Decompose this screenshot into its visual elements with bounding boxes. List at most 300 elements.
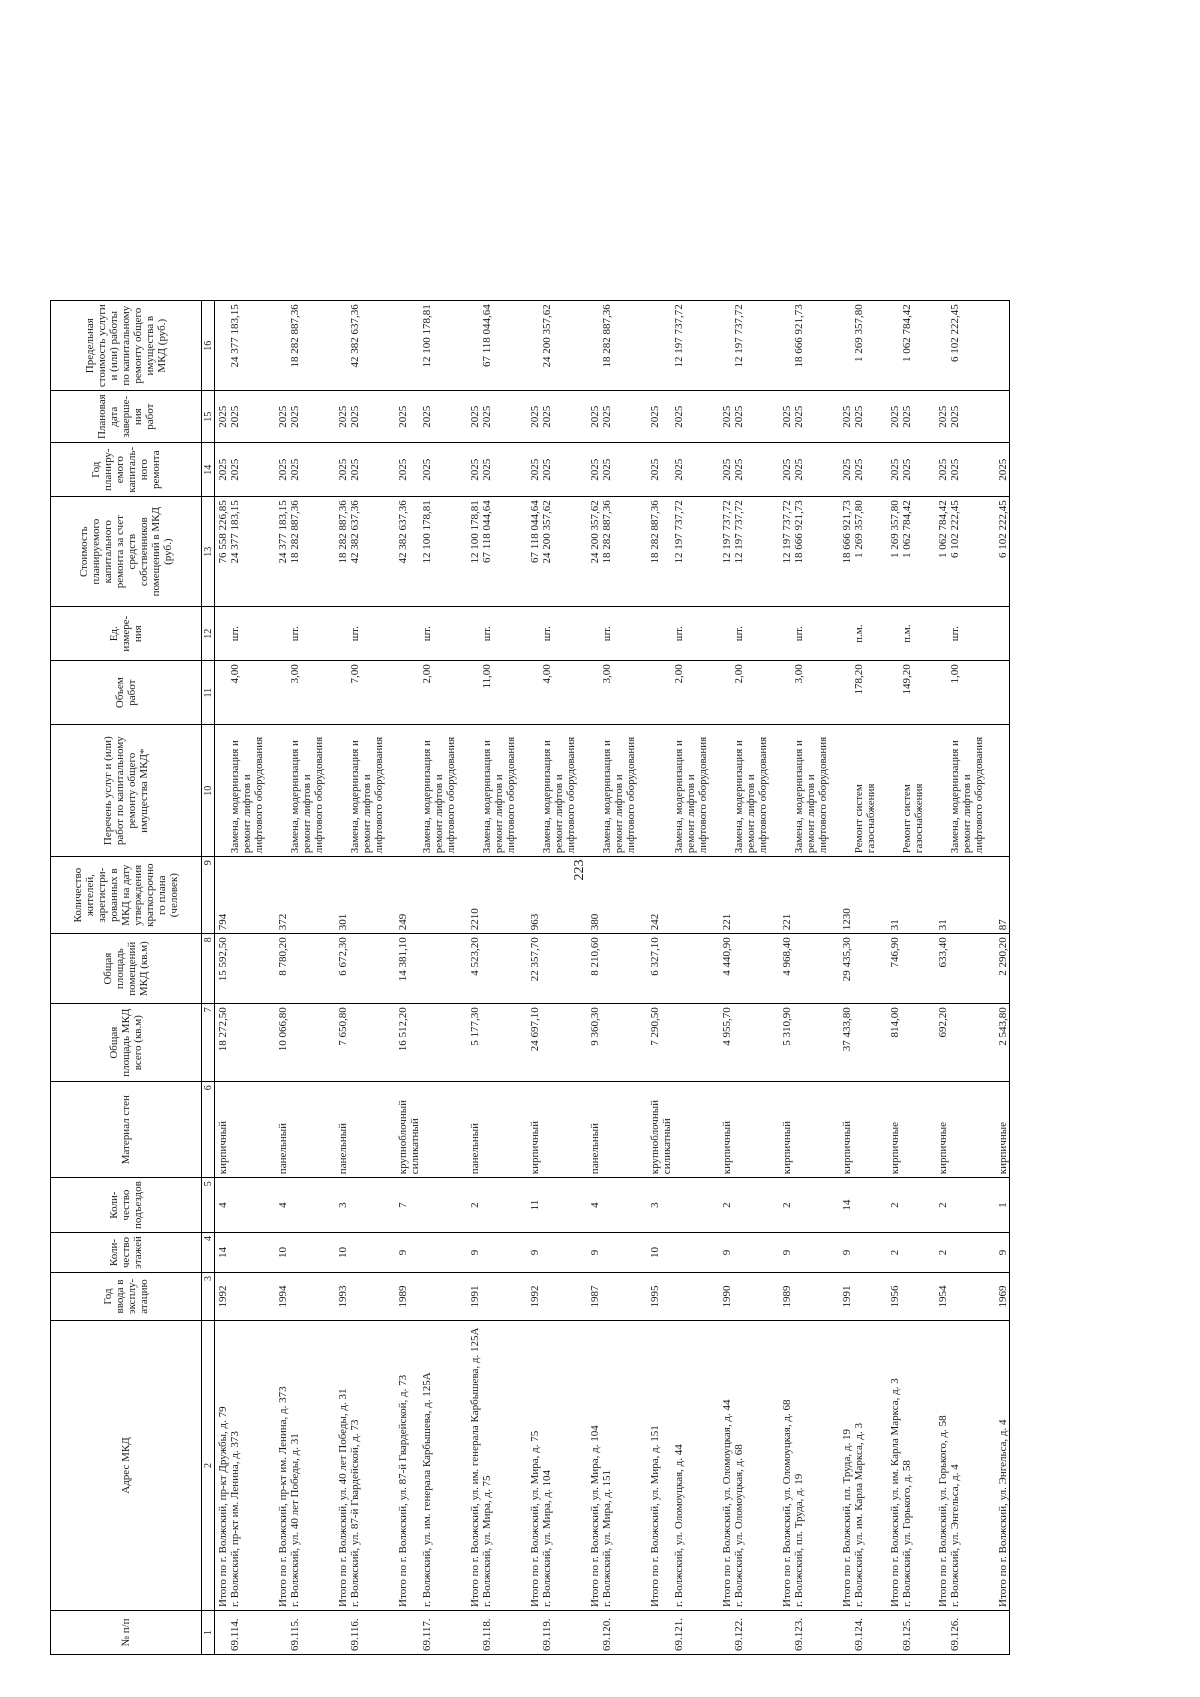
cell-col-8: 746,90	[887, 934, 901, 1004]
cell-col-3: 1995	[647, 1273, 673, 1321]
cell-col-11: 2,00	[673, 661, 719, 725]
cell-col-16: 24 200 357,62	[541, 301, 587, 391]
table-row	[541, 301, 587, 1655]
cell-col-15: 2025	[901, 391, 935, 443]
column-number-9: 9	[202, 857, 215, 934]
cell-col-4: 10	[647, 1233, 673, 1273]
cell-col-16	[719, 301, 733, 391]
cell-col-10	[779, 725, 793, 857]
cell-col-2: Итого по г. Волжский, ул. Мира, д. 151	[647, 1321, 673, 1611]
cell-col-8: 4 523,20	[467, 934, 481, 1004]
cell-col-7	[349, 1004, 395, 1082]
cell-col-4	[793, 1233, 839, 1273]
cell-col-8	[541, 934, 587, 1004]
cell-col-15: 2025	[935, 391, 949, 443]
cell-col-6: панельный	[467, 1082, 481, 1178]
cell-col-7: 7 650,80	[335, 1004, 349, 1082]
cell-col-13: 18 282 887,36	[647, 497, 673, 607]
cell-col-16	[779, 301, 793, 391]
cell-col-1: 69.119.	[541, 1611, 587, 1655]
cell-col-3	[481, 1273, 527, 1321]
cell-col-16	[335, 301, 349, 391]
cell-col-2: Итого по г. Волжский, пр-кт Дружбы, д. 79	[215, 1321, 230, 1611]
column-header-6: Материал стен	[51, 1082, 202, 1178]
cell-col-11	[995, 661, 1010, 725]
cell-col-11	[647, 661, 673, 725]
total-row	[779, 301, 793, 1655]
cell-col-11: 178,20	[853, 661, 887, 725]
cell-col-7	[901, 1004, 935, 1082]
cell-col-15: 2025	[719, 391, 733, 443]
cell-col-9: 31	[887, 857, 901, 934]
cell-col-2: Итого по г. Волжский, ул. 87-й Гвардейской, д. 73	[395, 1321, 421, 1611]
cell-col-15: 2025	[527, 391, 541, 443]
cell-col-16	[839, 301, 853, 391]
cell-col-12	[719, 607, 733, 661]
cell-col-15: 2025	[839, 391, 853, 443]
cell-col-10	[935, 725, 949, 857]
table-row	[229, 301, 275, 1655]
cell-col-8: 22 357,70	[527, 934, 541, 1004]
cell-col-5	[349, 1178, 395, 1233]
cell-col-1: 69.116.	[349, 1611, 395, 1655]
cell-col-11	[779, 661, 793, 725]
column-number-3: 3	[202, 1273, 215, 1321]
cell-col-15: 2025	[229, 391, 275, 443]
cell-col-16: 18 282 887,36	[289, 301, 335, 391]
cell-col-13: 12 197 737,72	[673, 497, 719, 607]
cell-col-6	[349, 1082, 395, 1178]
cell-col-12	[467, 607, 481, 661]
cell-col-13: 24 377 183,15	[275, 497, 289, 607]
cell-col-11	[335, 661, 349, 725]
table-row	[349, 301, 395, 1655]
cell-col-1: 69.121.	[673, 1611, 719, 1655]
cell-col-9	[901, 857, 935, 934]
cell-col-9: 249	[395, 857, 421, 934]
cell-col-9	[601, 857, 647, 934]
cell-col-10	[887, 725, 901, 857]
column-header-8: Общая площадь помещений МКД (кв.м)	[51, 934, 202, 1004]
cell-col-16: 1 269 357,80	[853, 301, 887, 391]
cell-col-6	[949, 1082, 995, 1178]
page-number: 223	[572, 859, 587, 881]
cell-col-13: 1 269 357,80	[853, 497, 887, 607]
cell-col-6: крупноблочный силикатный	[395, 1082, 421, 1178]
cell-col-11: 3,00	[289, 661, 335, 725]
cell-col-2: Итого по г. Волжский, ул. Оломоуцкая, д. 68	[779, 1321, 793, 1611]
cell-col-9	[853, 857, 887, 934]
cell-col-5	[541, 1178, 587, 1233]
cell-col-12: шт.	[949, 607, 995, 661]
column-number-10: 10	[202, 725, 215, 857]
cell-col-1: 69.126.	[949, 1611, 995, 1655]
cell-col-15: 2025	[853, 391, 887, 443]
cell-col-5	[853, 1178, 887, 1233]
cell-col-11: 149,20	[901, 661, 935, 725]
cell-col-3	[949, 1273, 995, 1321]
column-header-3: Год ввода в эксплу-атацию	[51, 1273, 202, 1321]
cell-col-14: 2025	[995, 443, 1010, 497]
cell-col-11: 4,00	[229, 661, 275, 725]
cell-col-4: 10	[335, 1233, 349, 1273]
cell-col-2: г. Волжский, ул. Энгельса, д. 4	[949, 1321, 995, 1611]
cell-col-7: 5 310,90	[779, 1004, 793, 1082]
cell-col-16	[395, 301, 421, 391]
cell-col-5	[421, 1178, 467, 1233]
cell-col-4	[229, 1233, 275, 1273]
cell-col-2: г. Волжский, ул. Оломоуцкая, д. 68	[733, 1321, 779, 1611]
column-number-1: 1	[202, 1611, 215, 1655]
cell-col-12: шт.	[541, 607, 587, 661]
cell-col-5: 14	[839, 1178, 853, 1233]
cell-col-7	[853, 1004, 887, 1082]
cell-col-12	[779, 607, 793, 661]
column-number-row	[202, 301, 215, 1655]
cell-col-1	[887, 1611, 901, 1655]
cell-col-12	[647, 607, 673, 661]
cell-col-14: 2025	[887, 443, 901, 497]
cell-col-10: Замена, модернизация и ремонт лифтов и лифтового оборудования	[481, 725, 527, 857]
cell-col-3	[541, 1273, 587, 1321]
cell-col-13: 24 377 183,15	[229, 497, 275, 607]
cell-col-1	[215, 1611, 230, 1655]
cell-col-1: 69.124.	[853, 1611, 887, 1655]
cell-col-9	[949, 857, 995, 934]
cell-col-2: Итого по г. Волжский, пр-кт им. Ленина, д. 373	[275, 1321, 289, 1611]
cell-col-15: 2025	[601, 391, 647, 443]
cell-col-10	[215, 725, 230, 857]
cell-col-11	[887, 661, 901, 725]
total-row	[647, 301, 673, 1655]
cell-col-14: 2025	[275, 443, 289, 497]
cell-col-9: 794	[215, 857, 230, 934]
cell-col-4: 9	[719, 1233, 733, 1273]
cell-col-7	[949, 1004, 995, 1082]
cell-col-6	[601, 1082, 647, 1178]
cell-col-7: 10 066,80	[275, 1004, 289, 1082]
cell-col-5: 11	[527, 1178, 541, 1233]
cell-col-10: Замена, модернизация и ремонт лифтов и лифтового оборудования	[229, 725, 275, 857]
cell-col-5	[601, 1178, 647, 1233]
cell-col-8	[733, 934, 779, 1004]
cell-col-6: кирпичный	[839, 1082, 853, 1178]
cell-col-16: 6 102 222,45	[949, 301, 995, 391]
total-row	[467, 301, 481, 1655]
cell-col-1	[779, 1611, 793, 1655]
cell-col-5: 1	[995, 1178, 1010, 1233]
cell-col-12: шт.	[673, 607, 719, 661]
cell-col-15: 2025	[275, 391, 289, 443]
table-row	[901, 301, 935, 1655]
cell-col-15: 2025	[421, 391, 467, 443]
cell-col-14: 2025	[335, 443, 349, 497]
cell-col-12: шт.	[421, 607, 467, 661]
cell-col-11: 2,00	[733, 661, 779, 725]
cell-col-16: 42 382 637,36	[349, 301, 395, 391]
cell-col-11	[275, 661, 289, 725]
cell-col-11: 2,00	[421, 661, 467, 725]
cell-col-9: 221	[719, 857, 733, 934]
cell-col-11: 7,00	[349, 661, 395, 725]
table-body	[215, 301, 1010, 1655]
cell-col-3	[601, 1273, 647, 1321]
cell-col-7	[793, 1004, 839, 1082]
cell-col-4: 9	[779, 1233, 793, 1273]
cell-col-3: 1989	[779, 1273, 793, 1321]
cell-col-4	[481, 1233, 527, 1273]
cell-col-2: Итого по г. Волжский, ул. Мира, д. 104	[587, 1321, 601, 1611]
cell-col-15: 2025	[779, 391, 793, 443]
cell-col-10: Ремонт систем газоснабжения	[901, 725, 935, 857]
column-number-8: 8	[202, 934, 215, 1004]
cell-col-15: 2025	[541, 391, 587, 443]
cell-col-10	[335, 725, 349, 857]
cell-col-1	[395, 1611, 421, 1655]
cell-col-1: 69.115.	[289, 1611, 335, 1655]
cell-col-7: 18 272,50	[215, 1004, 230, 1082]
cell-col-14: 2025	[601, 443, 647, 497]
cell-col-4	[541, 1233, 587, 1273]
header-row	[51, 301, 202, 1655]
cell-col-10	[995, 725, 1010, 857]
cell-col-5: 2	[467, 1178, 481, 1233]
cell-col-10	[395, 725, 421, 857]
cell-col-7	[421, 1004, 467, 1082]
cell-col-14: 2025	[541, 443, 587, 497]
cell-col-3	[733, 1273, 779, 1321]
cell-col-1: 69.117.	[421, 1611, 467, 1655]
cell-col-14: 2025	[215, 443, 230, 497]
cell-col-13: 24 200 357,62	[541, 497, 587, 607]
cell-col-6	[673, 1082, 719, 1178]
cell-col-14: 2025	[421, 443, 467, 497]
cell-col-14: 2025	[719, 443, 733, 497]
cell-col-2: Итого по г. Волжский, ул. Мира, д. 75	[527, 1321, 541, 1611]
cell-col-12	[335, 607, 349, 661]
table-row	[481, 301, 527, 1655]
cell-col-5: 2	[779, 1178, 793, 1233]
cell-col-2: г. Волжский, пл. Труда, д. 19	[793, 1321, 839, 1611]
rotated-page	[0, 57, 1200, 1697]
cell-col-8: 8 210,60	[587, 934, 601, 1004]
cell-col-1	[587, 1611, 601, 1655]
cell-col-12: шт.	[481, 607, 527, 661]
cell-col-5	[949, 1178, 995, 1233]
cell-col-15: 2025	[673, 391, 719, 443]
cell-col-5: 3	[335, 1178, 349, 1233]
cell-col-3: 1987	[587, 1273, 601, 1321]
cell-col-3: 1989	[395, 1273, 421, 1321]
cell-col-9	[481, 857, 527, 934]
cell-col-16	[275, 301, 289, 391]
cell-col-7: 7 290,50	[647, 1004, 673, 1082]
cell-col-3	[421, 1273, 467, 1321]
cell-col-14: 2025	[467, 443, 481, 497]
cell-col-3: 1991	[467, 1273, 481, 1321]
cell-col-13: 6 102 222,45	[995, 497, 1010, 607]
total-row	[935, 301, 949, 1655]
cell-col-14: 2025	[289, 443, 335, 497]
table-row	[733, 301, 779, 1655]
cell-col-1: 69.118.	[481, 1611, 527, 1655]
cell-col-10	[839, 725, 853, 857]
cell-col-2: Итого по г. Волжский, ул. 40 лет Победы, д. 31	[335, 1321, 349, 1611]
column-header-9: Количество жителей, зарегистри-рованных в МКД на дату утверждения краткосрочно го плана (человек)	[51, 857, 202, 934]
cell-col-4: 2	[935, 1233, 949, 1273]
cell-col-9: 31	[935, 857, 949, 934]
table-row	[421, 301, 467, 1655]
cell-col-3: 1956	[887, 1273, 901, 1321]
cell-col-8: 15 592,50	[215, 934, 230, 1004]
total-row	[215, 301, 230, 1655]
cell-col-13: 76 558 226,85	[215, 497, 230, 607]
cell-col-2: г. Волжский, ул. Горького, д. 58	[901, 1321, 935, 1611]
cell-col-13: 42 382 637,36	[395, 497, 421, 607]
cell-col-10: Замена, модернизация и ремонт лифтов и лифтового оборудования	[601, 725, 647, 857]
cell-col-3	[349, 1273, 395, 1321]
cell-col-10	[275, 725, 289, 857]
column-number-4: 4	[202, 1233, 215, 1273]
cell-col-16: 12 197 737,72	[673, 301, 719, 391]
cell-col-8	[289, 934, 335, 1004]
cell-col-2: г. Волжский, ул. 87-й Гвардейской, д. 73	[349, 1321, 395, 1611]
total-row	[335, 301, 349, 1655]
cell-col-6	[901, 1082, 935, 1178]
column-number-5: 5	[202, 1178, 215, 1233]
cell-col-9: 2210	[467, 857, 481, 934]
cell-col-4	[421, 1233, 467, 1273]
cell-col-9	[349, 857, 395, 934]
cell-col-1: 69.125.	[901, 1611, 935, 1655]
column-header-16: Предельная стоимость услуги и (или) работы по капитальному ремонту общего имущества в МКД (руб.)	[51, 301, 202, 391]
total-row	[395, 301, 421, 1655]
cell-col-16	[887, 301, 901, 391]
cell-col-8	[673, 934, 719, 1004]
cell-col-5	[733, 1178, 779, 1233]
cell-col-9: 1230	[839, 857, 853, 934]
cell-col-4	[673, 1233, 719, 1273]
cell-col-1	[839, 1611, 853, 1655]
column-header-10: Перечень услуг и (или) работ по капитальному ремонту общего имущества МКД*	[51, 725, 202, 857]
cell-col-13: 42 382 637,36	[349, 497, 395, 607]
table-row	[673, 301, 719, 1655]
cell-col-8: 29 435,30	[839, 934, 853, 1004]
cell-col-13: 12 100 178,81	[467, 497, 481, 607]
cell-col-15: 2025	[587, 391, 601, 443]
cell-col-13: 1 062 784,42	[901, 497, 935, 607]
cell-col-10: Замена, модернизация и ремонт лифтов и лифтового оборудования	[349, 725, 395, 857]
cell-col-7: 4 955,70	[719, 1004, 733, 1082]
cell-col-4: 9	[527, 1233, 541, 1273]
cell-col-14: 2025	[853, 443, 887, 497]
cell-col-11	[587, 661, 601, 725]
cell-col-6: панельный	[275, 1082, 289, 1178]
cell-col-12	[215, 607, 230, 661]
cell-col-4	[733, 1233, 779, 1273]
cell-col-1	[935, 1611, 949, 1655]
cell-col-13: 12 197 737,72	[779, 497, 793, 607]
cell-col-12: п.м.	[853, 607, 887, 661]
cell-col-13: 18 666 921,73	[793, 497, 839, 607]
cell-col-10: Замена, модернизация и ремонт лифтов и лифтового оборудования	[949, 725, 995, 857]
cell-col-15: 2025	[647, 391, 673, 443]
cell-col-11	[719, 661, 733, 725]
cell-col-4	[901, 1233, 935, 1273]
cell-col-12: шт.	[289, 607, 335, 661]
column-number-16: 16	[202, 301, 215, 391]
cell-col-3: 1992	[527, 1273, 541, 1321]
cell-col-5	[673, 1178, 719, 1233]
cell-col-9: 87	[995, 857, 1010, 934]
cell-col-1: 69.123.	[793, 1611, 839, 1655]
cell-col-2: г. Волжский, ул. Мира, д. 75	[481, 1321, 527, 1611]
cell-col-14: 2025	[935, 443, 949, 497]
column-header-14: Год планиру-емого капиталь-ного ремонта	[51, 443, 202, 497]
cell-col-15: 2025	[335, 391, 349, 443]
column-header-13: Стоимость планируемого капитального ремонта за счет средств собственников помещений в МКД (руб.)	[51, 497, 202, 607]
cell-col-6	[229, 1082, 275, 1178]
table-row	[601, 301, 647, 1655]
cell-col-16	[215, 301, 230, 391]
cell-col-6: кирпичные	[995, 1082, 1010, 1178]
table-row	[949, 301, 995, 1655]
cell-col-2: г. Волжский, ул. Оломоуцкая, д. 44	[673, 1321, 719, 1611]
column-number-2: 2	[202, 1321, 215, 1611]
cell-col-16: 24 377 183,15	[229, 301, 275, 391]
table-row	[793, 301, 839, 1655]
cell-col-10	[467, 725, 481, 857]
cell-col-2: г. Волжский, ул. им. Карла Маркса, д. 3	[853, 1321, 887, 1611]
cell-col-10: Замена, модернизация и ремонт лифтов и лифтового оборудования	[793, 725, 839, 857]
column-number-12: 12	[202, 607, 215, 661]
cell-col-11: 3,00	[601, 661, 647, 725]
cell-col-14: 2025	[733, 443, 779, 497]
cell-col-11: 11,00	[481, 661, 527, 725]
cell-col-9	[289, 857, 335, 934]
cell-col-2: Итого по г. Волжский, ул. им. генерала Карбышева, д. 125А	[467, 1321, 481, 1611]
cell-col-11: 4,00	[541, 661, 587, 725]
cell-col-6	[421, 1082, 467, 1178]
cell-col-4	[853, 1233, 887, 1273]
cell-col-1	[719, 1611, 733, 1655]
cell-col-13: 24 200 357,62	[587, 497, 601, 607]
cell-col-16	[935, 301, 949, 391]
cell-col-10	[527, 725, 541, 857]
column-header-5: Коли-чество подъездов	[51, 1178, 202, 1233]
column-header-7: Общая площадь МКД всего (кв.м)	[51, 1004, 202, 1082]
cell-col-7	[601, 1004, 647, 1082]
cell-col-14: 2025	[793, 443, 839, 497]
cell-col-15: 2025	[793, 391, 839, 443]
cell-col-9	[793, 857, 839, 934]
cell-col-7: 2 543,80	[995, 1004, 1010, 1082]
cell-col-13: 12 100 178,81	[421, 497, 467, 607]
column-number-13: 13	[202, 497, 215, 607]
cell-col-7	[229, 1004, 275, 1082]
cell-col-5	[793, 1178, 839, 1233]
cell-col-9: 301	[335, 857, 349, 934]
cell-col-12	[527, 607, 541, 661]
cell-col-13: 1 269 357,80	[887, 497, 901, 607]
cell-col-1	[467, 1611, 481, 1655]
cell-col-16: 1 062 784,42	[901, 301, 935, 391]
cell-col-14: 2025	[839, 443, 853, 497]
cell-col-3	[229, 1273, 275, 1321]
cell-col-14: 2025	[673, 443, 719, 497]
cell-col-11	[839, 661, 853, 725]
cell-col-13: 12 197 737,72	[719, 497, 733, 607]
